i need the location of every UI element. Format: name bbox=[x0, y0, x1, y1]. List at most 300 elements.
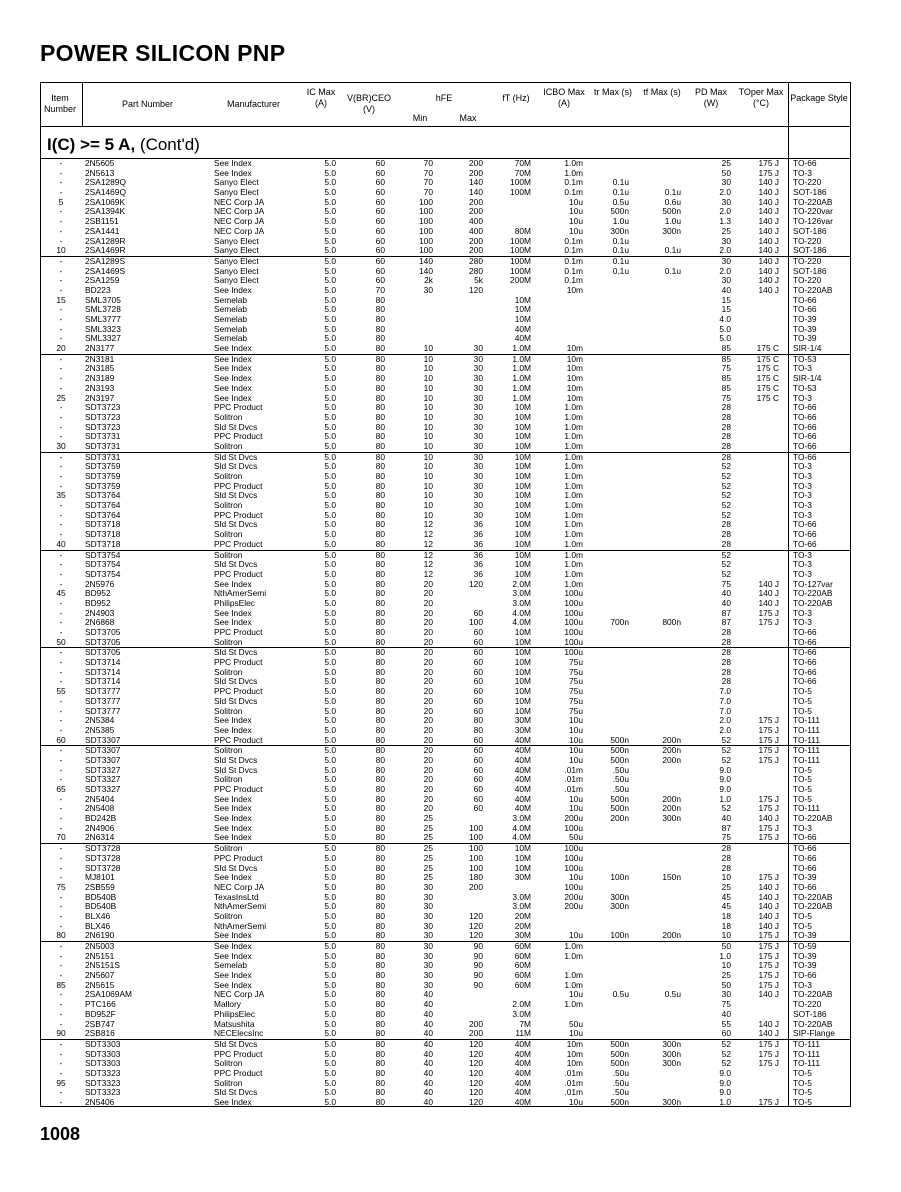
cell-pd: 7.0 bbox=[719, 705, 731, 716]
cell-tf: 0.1u bbox=[664, 187, 681, 198]
cell-tr: 0.1u bbox=[612, 265, 629, 276]
cell-pn: BD540B bbox=[85, 901, 117, 912]
cell-pk: TO-66 bbox=[793, 158, 817, 168]
cell-vb: 60 bbox=[375, 177, 385, 188]
cell-mf: NECElecsInc bbox=[214, 1028, 264, 1039]
cell-hmin: 30 bbox=[423, 979, 433, 990]
cell-hmax: 120 bbox=[469, 1067, 483, 1078]
page-title: POWER SILICON PNP bbox=[40, 40, 286, 66]
cell-hmin: 40 bbox=[423, 1018, 433, 1029]
cell-hmin: 20 bbox=[423, 636, 433, 647]
cell-pd: 52 bbox=[721, 490, 731, 501]
cell-hmin: 10 bbox=[423, 440, 433, 451]
cell-mf: Solitron bbox=[214, 500, 243, 511]
cell-ic: 5.0 bbox=[324, 421, 336, 432]
cell-vb: 80 bbox=[375, 764, 385, 775]
cell-hmin: 30 bbox=[423, 941, 433, 951]
cell-mf: See Index bbox=[214, 803, 252, 814]
cell-ft: 30M bbox=[514, 872, 531, 883]
cell-pn: 2N3197 bbox=[85, 392, 115, 403]
cell-tr: 300n bbox=[610, 225, 629, 236]
cell-vb: 80 bbox=[375, 979, 385, 990]
cell-ft: 40M bbox=[514, 745, 531, 756]
cell-icbo: 1.0m bbox=[564, 578, 583, 589]
cell-ft: 11M bbox=[515, 1028, 531, 1039]
cell-pk: TO-3 bbox=[793, 559, 812, 570]
cell-pd: 28 bbox=[721, 440, 731, 451]
cell-pd: 50 bbox=[721, 167, 731, 178]
cell-mf: See Index bbox=[214, 715, 252, 726]
cell-ic: 5.0 bbox=[324, 294, 336, 305]
cell-ic: 5.0 bbox=[324, 461, 336, 472]
cell-ic: 5.0 bbox=[324, 490, 336, 501]
cell-ft: 20M bbox=[514, 920, 531, 931]
cell-to: 140 J bbox=[758, 245, 779, 256]
cell-pn: SDT3307 bbox=[85, 734, 121, 745]
cell-to: 175 J bbox=[758, 754, 779, 765]
cell-num: 80 bbox=[56, 930, 66, 941]
cell-pk: TO-66 bbox=[793, 676, 817, 687]
cell-pn: MJ8101 bbox=[85, 872, 115, 883]
cell-ft: 70M bbox=[514, 167, 531, 178]
cell-tr: 500n bbox=[610, 745, 629, 756]
cell-num: 45 bbox=[56, 588, 66, 599]
cell-ic: 5.0 bbox=[324, 568, 336, 579]
cell-hmax: 30 bbox=[473, 500, 483, 511]
cell-hmax: 200 bbox=[469, 167, 483, 178]
cell-hmin: 10 bbox=[423, 382, 433, 393]
cell-ic: 5.0 bbox=[324, 754, 336, 765]
cell-hmin: 70 bbox=[423, 187, 433, 198]
cell-pd: 40 bbox=[721, 813, 731, 824]
cell-ft: 10M bbox=[514, 627, 531, 637]
cell-mf: Sanyo Elect bbox=[214, 235, 259, 246]
cell-to: 140 J bbox=[758, 813, 779, 824]
cell-ic: 5.0 bbox=[324, 715, 336, 726]
cell-vb: 80 bbox=[375, 832, 385, 843]
cell-tr: .50u bbox=[612, 1077, 629, 1088]
cell-pk: TO-220AB bbox=[793, 1018, 833, 1029]
cell-hmax: 60 bbox=[473, 803, 483, 814]
header-tr: tr Max (s) bbox=[594, 87, 632, 97]
cell-ic: 5.0 bbox=[324, 910, 336, 921]
cell-icbo: 10u bbox=[569, 754, 583, 765]
cell-icbo: 10m bbox=[566, 1048, 583, 1059]
cell-vb: 80 bbox=[375, 636, 385, 647]
cell-icbo: 10u bbox=[569, 989, 583, 1000]
cell-pn: SDT3323 bbox=[85, 1077, 121, 1088]
cell-pk: TO-66 bbox=[793, 538, 817, 549]
cell-mf: Solitron bbox=[214, 1077, 243, 1088]
cell-vb: 80 bbox=[375, 970, 385, 981]
cell-pk: TO-39 bbox=[793, 950, 817, 961]
cell-hmin: 20 bbox=[423, 627, 433, 637]
cell-pn: SDT3303 bbox=[85, 1058, 121, 1069]
cell-pk: SIR-1/4 bbox=[793, 343, 822, 354]
cell-pk: TO-53 bbox=[793, 382, 817, 393]
cell-vb: 80 bbox=[375, 920, 385, 931]
cell-icbo: 1.0m bbox=[564, 490, 583, 501]
cell-num: - bbox=[59, 431, 63, 442]
cell-icbo: 10m bbox=[566, 392, 583, 403]
cell-icbo: 1.0m bbox=[564, 529, 583, 540]
cell-mf: See Index bbox=[214, 363, 252, 374]
cell-to: 140 J bbox=[758, 177, 779, 188]
cell-ic: 5.0 bbox=[324, 177, 336, 188]
cell-tf: 300n bbox=[662, 1048, 681, 1059]
cell-ft: 10M bbox=[514, 402, 531, 413]
cell-pd: 40 bbox=[721, 1008, 731, 1019]
cell-ft: 10M bbox=[514, 559, 531, 570]
cell-pd: 28 bbox=[721, 402, 731, 413]
cell-tf: 200n bbox=[662, 930, 681, 941]
cell-icbo: .01m bbox=[564, 774, 583, 785]
cell-hmin: 12 bbox=[423, 519, 433, 530]
cell-tr: 0.1u bbox=[612, 235, 629, 246]
cell-vb: 80 bbox=[375, 607, 385, 618]
cell-hmax: 5k bbox=[474, 275, 483, 286]
cell-pd: 30 bbox=[721, 275, 731, 286]
cell-to: 175 J bbox=[758, 822, 779, 833]
cell-hmax: 60 bbox=[473, 686, 483, 697]
cell-ft: 60M bbox=[514, 979, 531, 990]
cell-pn: 2N4906 bbox=[85, 822, 115, 833]
cell-mf: Solitron bbox=[214, 529, 243, 540]
cell-ic: 5.0 bbox=[324, 627, 336, 637]
cell-pk: TO-66 bbox=[793, 304, 817, 315]
cell-to: 175 J bbox=[758, 1097, 779, 1107]
cell-num: - bbox=[59, 695, 63, 706]
cell-pd: 28 bbox=[721, 627, 731, 637]
cell-pd: 40 bbox=[721, 588, 731, 599]
cell-pk: TO-3 bbox=[793, 979, 812, 990]
cell-pk: TO-39 bbox=[793, 323, 817, 334]
cell-ft: 10M bbox=[514, 490, 531, 501]
cell-mf: Semelab bbox=[214, 304, 248, 315]
cell-hmin: 20 bbox=[423, 617, 433, 628]
cell-hmax: 100 bbox=[469, 843, 483, 854]
cell-ic: 5.0 bbox=[324, 734, 336, 745]
cell-vb: 80 bbox=[375, 1087, 385, 1098]
cell-mf: NEC Corp JA bbox=[214, 881, 265, 892]
cell-ft: 10M bbox=[514, 451, 531, 462]
cell-vb: 60 bbox=[375, 158, 385, 168]
cell-vb: 80 bbox=[375, 793, 385, 804]
cell-ic: 5.0 bbox=[324, 852, 336, 863]
cell-to: 140 J bbox=[758, 588, 779, 599]
cell-pd: 2.0 bbox=[719, 206, 731, 217]
cell-tr: 700n bbox=[610, 617, 629, 628]
cell-num: 40 bbox=[56, 538, 66, 549]
cell-pk: TO-111 bbox=[793, 715, 820, 726]
cell-pd: 10 bbox=[721, 960, 731, 971]
cell-hmin: 10 bbox=[423, 353, 433, 364]
cell-vb: 80 bbox=[375, 1028, 385, 1039]
cell-pd: 75 bbox=[721, 832, 731, 843]
cell-hmin: 30 bbox=[423, 881, 433, 892]
cell-num: - bbox=[59, 617, 63, 628]
cell-icbo: 1.0m bbox=[564, 519, 583, 530]
cell-pd: 7.0 bbox=[719, 695, 731, 706]
cell-pk: TO-111 bbox=[793, 803, 820, 814]
cell-hmin: 20 bbox=[423, 724, 433, 735]
cell-hmin: 20 bbox=[423, 686, 433, 697]
cell-num: - bbox=[59, 451, 63, 462]
cell-tr: 200n bbox=[610, 813, 629, 824]
cell-mf: Solitron bbox=[214, 411, 243, 422]
cell-num: 25 bbox=[56, 392, 66, 403]
cell-vb: 80 bbox=[375, 881, 385, 892]
cell-pd: 52 bbox=[721, 549, 731, 560]
cell-num: 90 bbox=[56, 1028, 66, 1039]
cell-ft: 30M bbox=[514, 724, 531, 735]
cell-hmin: 70 bbox=[423, 177, 433, 188]
cell-icbo: 10u bbox=[569, 206, 583, 217]
cell-hmax: 100 bbox=[469, 862, 483, 873]
cell-hmax: 140 bbox=[469, 187, 483, 198]
cell-icbo: 0.1m bbox=[564, 177, 583, 188]
cell-vb: 80 bbox=[375, 382, 385, 393]
cell-ft: 10M bbox=[514, 421, 531, 432]
cell-mf: Solitron bbox=[214, 471, 243, 481]
cell-icbo: 100u bbox=[564, 607, 583, 618]
cell-ic: 5.0 bbox=[324, 745, 336, 756]
cell-vb: 80 bbox=[375, 1058, 385, 1069]
cell-ft: 1.0M bbox=[512, 392, 531, 403]
cell-mf: PPC Product bbox=[214, 852, 263, 863]
cell-pk: TO-220AB bbox=[793, 989, 833, 1000]
cell-num: - bbox=[59, 607, 63, 618]
cell-mf: See Index bbox=[214, 970, 252, 981]
cell-hmin: 70 bbox=[423, 167, 433, 178]
cell-pk: TO-220AB bbox=[793, 891, 833, 902]
cell-num: - bbox=[59, 187, 63, 198]
cell-ft: 40M bbox=[514, 1077, 531, 1088]
cell-pd: 28 bbox=[721, 431, 731, 442]
cell-hmin: 10 bbox=[423, 421, 433, 432]
cell-icbo: 75u bbox=[569, 705, 583, 716]
cell-ic: 5.0 bbox=[324, 529, 336, 540]
cell-ic: 5.0 bbox=[324, 1097, 336, 1107]
cell-ft: 10M bbox=[514, 676, 531, 687]
cell-pd: 4.0 bbox=[719, 314, 731, 324]
cell-mf: Solitron bbox=[214, 440, 243, 451]
cell-icbo: 1.0m bbox=[564, 411, 583, 422]
cell-vb: 80 bbox=[375, 440, 385, 451]
cell-hmax: 180 bbox=[469, 872, 483, 883]
cell-vb: 80 bbox=[375, 715, 385, 726]
cell-mf: Sld St Dvcs bbox=[214, 461, 258, 472]
cell-vb: 80 bbox=[375, 471, 385, 481]
cell-icbo: .01m bbox=[564, 1067, 583, 1078]
cell-vb: 80 bbox=[375, 1067, 385, 1078]
cell-pd: 25 bbox=[721, 881, 731, 892]
cell-hmax: 30 bbox=[473, 402, 483, 413]
cell-mf: PhilipsElec bbox=[214, 597, 255, 608]
cell-ic: 5.0 bbox=[324, 617, 336, 628]
cell-vb: 80 bbox=[375, 686, 385, 697]
cell-num: - bbox=[59, 803, 63, 814]
cell-mf: Sld St Dvcs bbox=[214, 1087, 258, 1098]
cell-icbo: 1.0m bbox=[564, 549, 583, 560]
cell-pk: TO-66 bbox=[793, 529, 817, 540]
cell-to: 140 J bbox=[758, 881, 779, 892]
cell-tr: 100n bbox=[610, 872, 629, 883]
cell-vb: 80 bbox=[375, 705, 385, 716]
cell-ic: 5.0 bbox=[324, 509, 336, 520]
cell-hmax: 200 bbox=[469, 235, 483, 246]
cell-ic: 5.0 bbox=[324, 950, 336, 961]
cell-pd: 1.0 bbox=[719, 793, 731, 804]
cell-icbo: 10m bbox=[566, 343, 583, 354]
cell-hmax: 80 bbox=[473, 715, 483, 726]
cell-pn: SDT3731 bbox=[85, 440, 121, 451]
cell-pk: SIR-1/4 bbox=[793, 373, 822, 384]
cell-vb: 80 bbox=[375, 568, 385, 579]
cell-vb: 80 bbox=[375, 999, 385, 1010]
cell-num: - bbox=[59, 774, 63, 785]
cell-pk: TO-220AB bbox=[793, 588, 833, 599]
cell-num: - bbox=[59, 167, 63, 178]
cell-tr: 300n bbox=[610, 891, 629, 902]
cell-icbo: 10u bbox=[569, 715, 583, 726]
cell-num: - bbox=[59, 568, 63, 579]
cell-pd: 30 bbox=[721, 177, 731, 188]
section-label: I(C) >= 5 A, (Cont'd) bbox=[47, 135, 200, 154]
cell-icbo: 1.0m bbox=[564, 970, 583, 981]
cell-ft: 10M bbox=[514, 411, 531, 422]
cell-pd: 2.0 bbox=[719, 715, 731, 726]
cell-to: 175 J bbox=[758, 941, 779, 951]
cell-pk: TO-3 bbox=[793, 617, 812, 628]
cell-mf: See Index bbox=[214, 343, 252, 354]
cell-icbo: 1.0m bbox=[564, 471, 583, 481]
cell-num: - bbox=[59, 1058, 63, 1069]
cell-icbo: 10u bbox=[569, 872, 583, 883]
cell-tr: 1.0u bbox=[612, 216, 629, 227]
header-vbr: V(BR)CEO (V) bbox=[346, 93, 391, 114]
cell-num: - bbox=[59, 1018, 63, 1029]
cell-pd: 28 bbox=[721, 519, 731, 530]
cell-ft: 40M bbox=[514, 1038, 531, 1049]
cell-ic: 5.0 bbox=[324, 774, 336, 785]
cell-icbo: 10u bbox=[569, 803, 583, 814]
cell-num: - bbox=[59, 627, 63, 637]
cell-ic: 5.0 bbox=[324, 941, 336, 951]
cell-mf: Semelab bbox=[214, 323, 248, 334]
cell-pk: TO-53 bbox=[793, 353, 817, 364]
cell-mf: PPC Product bbox=[214, 657, 263, 668]
cell-to: 175 J bbox=[758, 793, 779, 804]
cell-ft: 10M bbox=[514, 657, 531, 668]
cell-to: 175 J bbox=[758, 930, 779, 941]
cell-ft: 10M bbox=[514, 471, 531, 481]
cell-hmin: 40 bbox=[423, 1048, 433, 1059]
cell-mf: See Index bbox=[214, 167, 252, 178]
header-tf: tf Max (s) bbox=[643, 87, 681, 97]
cell-icbo: 75u bbox=[569, 666, 583, 677]
cell-num: - bbox=[59, 235, 63, 246]
cell-tr: 0.5u bbox=[612, 196, 629, 207]
cell-tf: 200n bbox=[662, 803, 681, 814]
cell-pk: TO-220var bbox=[793, 206, 833, 217]
cell-icbo: 0.1m bbox=[564, 187, 583, 198]
cell-hmin: 30 bbox=[423, 901, 433, 912]
cell-pd: 75 bbox=[721, 392, 731, 403]
cell-hmin: 20 bbox=[423, 588, 433, 599]
cell-icbo: 1.0m bbox=[564, 431, 583, 442]
cell-pn: SDT3303 bbox=[85, 1048, 121, 1059]
cell-pk: TO-66 bbox=[793, 636, 817, 647]
cell-pk: TO-5 bbox=[793, 686, 812, 697]
cell-pd: 50 bbox=[721, 979, 731, 990]
cell-ft: 10M bbox=[514, 568, 531, 579]
cell-pk: TO-66 bbox=[793, 666, 817, 677]
cell-ic: 5.0 bbox=[324, 647, 336, 658]
cell-pn: 2N3189 bbox=[85, 373, 115, 384]
cell-pd: 15 bbox=[721, 304, 731, 315]
cell-mf: See Index bbox=[214, 353, 252, 364]
cell-hmin: 10 bbox=[423, 363, 433, 374]
cell-ft: 10M bbox=[514, 636, 531, 647]
cell-vb: 80 bbox=[375, 745, 385, 756]
cell-hmin: 20 bbox=[423, 784, 433, 794]
cell-ft: 40M bbox=[514, 784, 531, 794]
cell-hmax: 60 bbox=[473, 734, 483, 745]
cell-hmax: 60 bbox=[473, 705, 483, 716]
cell-vb: 80 bbox=[375, 813, 385, 824]
cell-pk: TO-220AB bbox=[793, 196, 833, 207]
cell-pn: SDT3759 bbox=[85, 480, 121, 491]
cell-to: 140 J bbox=[758, 920, 779, 931]
header-ft: fT (Hz) bbox=[502, 93, 530, 103]
cell-to: 175 J bbox=[758, 950, 779, 961]
cell-mf: See Index bbox=[214, 793, 252, 804]
cell-hmin: 20 bbox=[423, 793, 433, 804]
cell-icbo: 1.0m bbox=[564, 451, 583, 462]
header-hfe-max: Max bbox=[459, 113, 477, 123]
cell-mf: See Index bbox=[214, 158, 252, 168]
cell-hmax: 30 bbox=[473, 440, 483, 451]
cell-mf: TexasInsLtd bbox=[214, 891, 259, 902]
cell-icbo: 10m bbox=[566, 1058, 583, 1069]
cell-to: 175 J bbox=[758, 872, 779, 883]
cell-ft: 4.0M bbox=[512, 822, 531, 833]
cell-vb: 80 bbox=[375, 294, 385, 305]
cell-pn: SDT3323 bbox=[85, 1067, 121, 1078]
cell-pn: SDT3327 bbox=[85, 784, 121, 794]
cell-pn: 2SB747 bbox=[85, 1018, 115, 1029]
cell-hmin: 20 bbox=[423, 734, 433, 745]
cell-tr: 500n bbox=[610, 734, 629, 745]
cell-ic: 5.0 bbox=[324, 471, 336, 481]
cell-pk: TO-220 bbox=[793, 177, 822, 188]
cell-mf: Sld St Dvcs bbox=[214, 519, 258, 530]
cell-pk: TO-220 bbox=[793, 275, 822, 286]
cell-pn: SML3327 bbox=[85, 333, 121, 344]
cell-pd: 52 bbox=[721, 480, 731, 491]
cell-pn: 2SA1469S bbox=[85, 265, 126, 276]
cell-mf: See Index bbox=[214, 822, 252, 833]
cell-pk: TO-3 bbox=[793, 500, 812, 511]
cell-icbo: 100u bbox=[564, 597, 583, 608]
cell-ft: 10M bbox=[514, 647, 531, 658]
cell-ft: 100M bbox=[510, 177, 531, 188]
cell-tr: 500n bbox=[610, 754, 629, 765]
cell-pk: TO-111 bbox=[793, 1058, 820, 1069]
cell-icbo: .01m bbox=[564, 1087, 583, 1098]
cell-mf: PPC Product bbox=[214, 402, 263, 413]
